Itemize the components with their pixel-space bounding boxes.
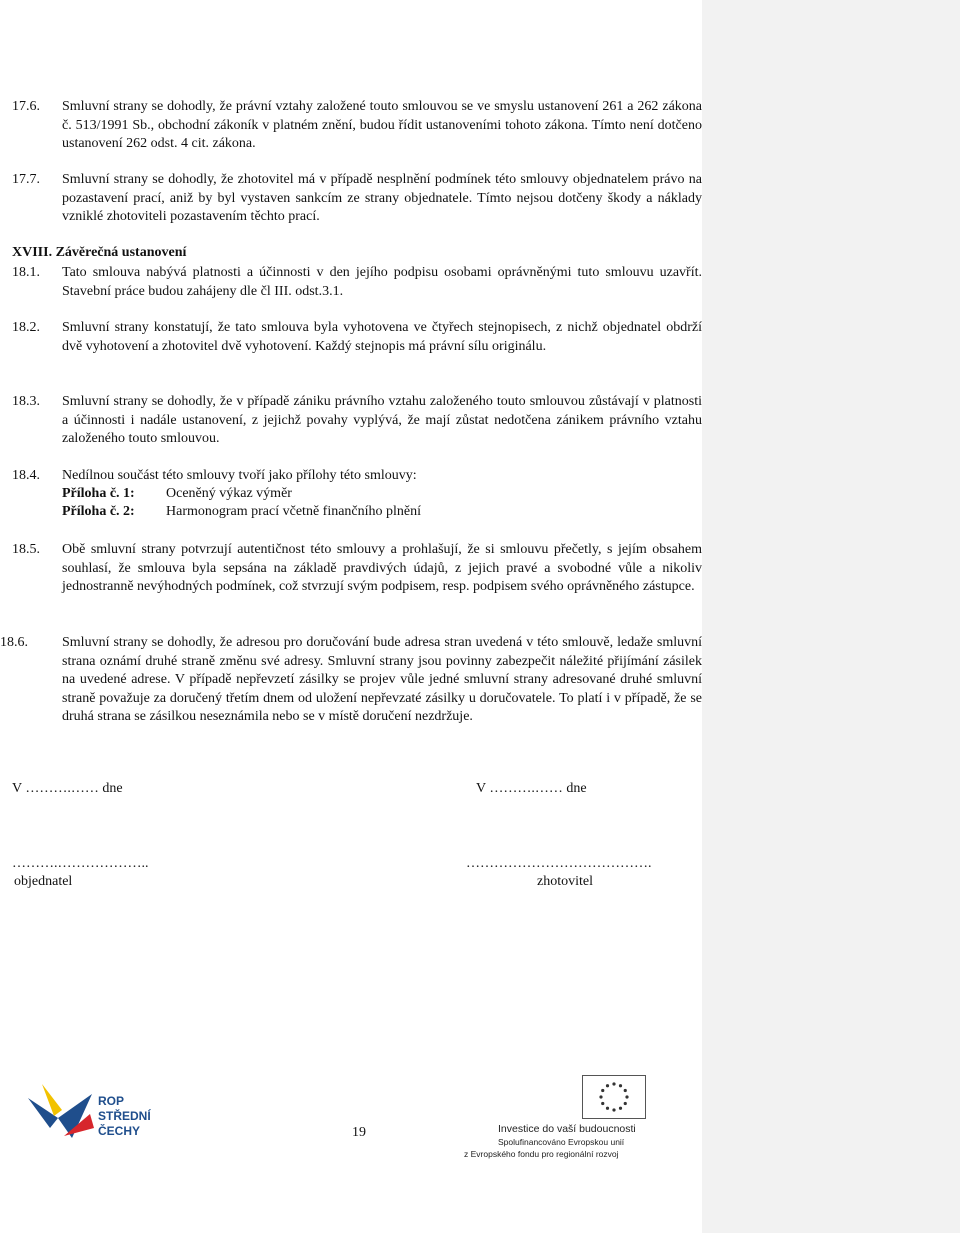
attachment-item [62, 485, 562, 503]
paragraph-number: 18.6. [0, 635, 28, 650]
paragraph-18-4 [12, 467, 702, 527]
paragraph-number: 18.3. [12, 394, 40, 409]
signature-place-zhotovitel: V ……….…… dne [476, 781, 587, 796]
eu-fund: z Evropského fondu pro regionální rozvoj [464, 1149, 619, 1159]
paragraph-text: Smluvní strany se dohodly, že zhotovitel má v případě nesplnění podmínek této smlouvy objednatelem právo na pozastavení prací, aniž by byl vystaven sankcím ze strany objednatele. Tímto nejsou dotčeny škody a náklady vzniklé zhotoviteli pozastavením těchto prací. [62, 172, 702, 224]
eu-star-icon [601, 1102, 604, 1105]
attachment-label: Příloha č. 1: [62, 486, 135, 501]
eu-star-icon [624, 1102, 627, 1105]
eu-cofinanced: Spolufinancováno Evropskou unií [498, 1137, 625, 1147]
page-number: 19 [352, 1125, 366, 1140]
paragraph-number: 18.2. [12, 320, 40, 335]
attachment-description: Oceněný výkaz výměr [166, 486, 292, 501]
attachment-item [62, 503, 562, 521]
eu-star-icon [625, 1095, 628, 1098]
eu-star-icon [606, 1084, 609, 1087]
eu-star-icon [612, 1108, 615, 1111]
paragraph-text: Smluvní strany se dohodly, že právní vztahy založené touto smlouvou se ve smyslu ustanovení 261 a 262 zákona č. 513/1991 Sb., obchodní zákoník v platném znění, budou řídit ustanoveními tohoto zákona. Tímto není dotčeno ustanovení 262 odst. 4 cit. zákona. [62, 99, 702, 151]
paragraph-text: Smluvní strany se dohodly, že adresou pro doručování bude adresa stran uvedená v této smlouvě, ledaže smluvní strana oznámí druhé straně změnu své adresy. Smluvní strany jsou povinny zabezpečit náležité přijímání zásilek na uvedené adrese. V případě nepřevzetí zásilky se projev vůle jedné smluvní strany adresované druhé smluvní straně považuje za doručený třetím dnem od uložení nepřevzaté zásilky u doručovatele. To platí i v případě, že se druhá strana se zásilkou neseznámila nebo se v místě doručení nezdržuje. [62, 635, 702, 724]
rop-text [98, 1094, 151, 1139]
rop-line-3: ČECHY [98, 1124, 141, 1138]
eu-star-icon [624, 1089, 627, 1092]
paragraph-number: 17.7. [12, 172, 40, 187]
paragraph-text: Smluvní strany konstatují, že tato smlouva byla vyhotovena ve čtyřech stejnopisech, z nichž objednatel obdrží dvě vyhotovení a zhotovitel dvě vyhotovení. Každý stejnopis má právní sílu originálu. [62, 320, 702, 354]
rop-emblem-icon [28, 1080, 98, 1150]
paragraph-number: 18.1. [12, 265, 40, 280]
eu-flag-icon [582, 1075, 646, 1119]
rop-stredni-cechy-logo [28, 1080, 178, 1150]
paragraph-number: 18.4. [12, 468, 40, 483]
eu-star-icon [606, 1107, 609, 1110]
attachment-description: Harmonogram prací včetně finančního plnění [166, 504, 422, 519]
eu-star-icon [619, 1084, 622, 1087]
paragraph-number: 18.5. [12, 542, 40, 557]
section-heading: XVIII. Závěrečná ustanovení [12, 245, 187, 260]
signature-line-zhotovitel: …………………………………. [466, 856, 652, 871]
eu-star-icon [612, 1082, 615, 1085]
attachments-list [62, 485, 562, 525]
paragraph-text: Smluvní strany se dohodly, že v případě zániku právního vztahu založeného touto smlouvou zůstávají v platnosti a účinnosti i nadále ustanovení, z jejichž povahy vyplývá, že mají zůstat nedotčena zánikem právního vztahu založeného touto smlouvou. [62, 394, 702, 446]
eu-star-icon [599, 1095, 602, 1098]
eu-slogan: Investice do vaší budoucnosti [498, 1123, 636, 1135]
paragraph-text: Nedílnou součást této smlouvy tvoří jako přílohy této smlouvy: [62, 468, 417, 483]
paragraph-text: Obě smluvní strany potvrzují autentičnost této smlouvy a prohlašují, že si smlouvu přečetly, s jejím obsahem souhlasí, že smlouva byla sepsána na základě pravdivých údajů, z jejich pravé a svobodné vůle a nikoliv jednostranně nevýhodných podmínek, což stvrzují svým podpisem, resp. podpisem svého oprávněného zástupce. [62, 542, 702, 594]
paragraph-number: 17.6. [12, 99, 40, 114]
rop-line-1: ROP [98, 1094, 125, 1108]
eu-funding-logo [462, 1075, 652, 1165]
eu-star-icon [601, 1089, 604, 1092]
signature-line-objednatel: ……….……………….. [12, 856, 149, 871]
signature-role-objednatel: objednatel [14, 874, 73, 889]
rop-line-2: STŘEDNÍ [98, 1109, 151, 1123]
comment-sidebar [702, 0, 960, 1233]
attachment-label: Příloha č. 2: [62, 504, 135, 519]
eu-star-icon [619, 1107, 622, 1110]
signature-place-objednatel: V ……….…… dne [12, 781, 123, 796]
signature-role-zhotovitel: zhotovitel [537, 874, 593, 889]
paragraph-text: Tato smlouva nabývá platnosti a účinnosti v den jejího podpisu osobami oprávněnými tuto smlouvu uzavřít. Stavební práce budou zahájeny dle čl III. odst.3.1. [62, 265, 702, 299]
